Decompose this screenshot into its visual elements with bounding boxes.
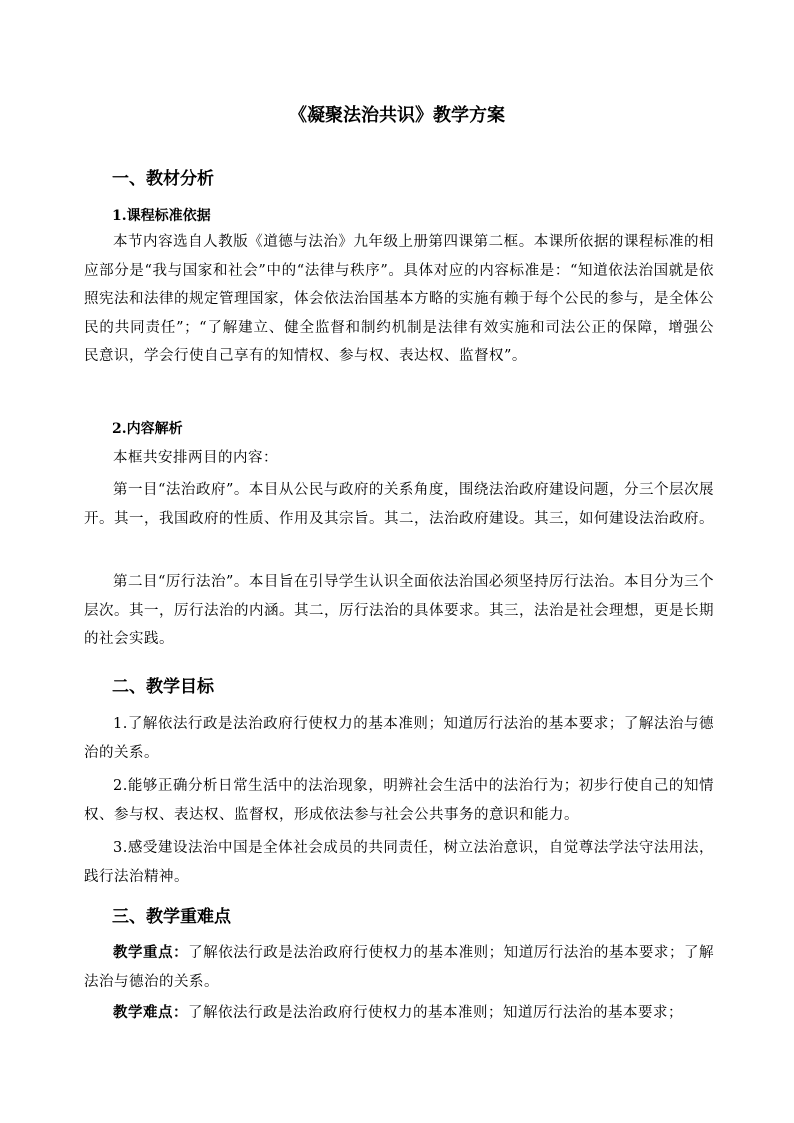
goal-item-1: 1.了解依法行政是法治政府行使权力的基本准则；知道厉行法治的基本要求；了解法治与德治的关系。 bbox=[84, 716, 714, 761]
paragraph-curriculum-basis: 本节内容选自人教版《道德与法治》九年级上册第四课第二框。本课所依据的课程标准的相应部分是“我与国家和社会”中的“法律与秩序”。具体对应的内容标准是：“知道依法治国就是依照宪法和法律的规定管理国家，体会依法治国基本方略的实施有赖于每个公民的参与，是全体公民的共同责任”；“了解建立、健全监督和制约机制是法律有效实施和司法公正的保障，增强公民意识，学会行使自己享有的知情权、参与权、表达权、监督权”。 bbox=[84, 234, 714, 364]
page-title: 《凝聚法治共识》教学方案 bbox=[289, 105, 505, 126]
subheading-curriculum-basis: 1.课程标准依据 bbox=[112, 208, 211, 224]
subheading-content-analysis: 2.内容解析 bbox=[112, 421, 183, 437]
section-heading-textbook-analysis: 一、教材分析 bbox=[112, 169, 214, 189]
paragraph-content-intro: 本框共安排两目的内容： bbox=[113, 450, 278, 466]
difficult-points-text: 了解依法行政是法治政府行使权力的基本准则；知道厉行法治的基本要求； bbox=[188, 1005, 683, 1021]
section-heading-key-difficult-points: 三、教学重难点 bbox=[112, 907, 231, 927]
key-points-label: 教学重点： bbox=[113, 944, 189, 961]
goal-item-2: 2.能够正确分析日常生活中的法治现象，明辨社会生活中的法治行为；初步行使自己的知情权、参与权、表达权、监督权，形成依法参与社会公共事务的意识和能力。 bbox=[84, 778, 714, 823]
paragraph-practice-rule-of-law: 第二目“厉行法治”。本目旨在引导学生认识全面依法治国必须坚持厉行法治。本目分为三个层次。其一，厉行法治的内涵。其二，厉行法治的具体要求。其三，法治是社会理想，更是长期的社会实践。 bbox=[84, 574, 714, 647]
paragraph-key-points bbox=[84, 939, 714, 996]
paragraph-law-based-government: 第一目“法治政府”。本目从公民与政府的关系角度，围绕法治政府建设问题，分三个层次展开。其一，我国政府的性质、作用及其宗旨。其二，法治政府建设。其三，如何建设法治政府。 bbox=[84, 482, 714, 527]
key-points-text: 了解依法行政是法治政府行使权力的基本准则；知道厉行法治的基本要求；了解法治与德治的关系。 bbox=[84, 945, 715, 990]
difficult-points-label: 教学难点： bbox=[113, 1004, 188, 1021]
section-heading-teaching-goals: 二、教学目标 bbox=[112, 677, 214, 697]
goal-item-3: 3.感受建设法治中国是全体社会成员的共同责任，树立法治意识，自觉尊法学法守法用法，践行法治精神。 bbox=[84, 840, 714, 885]
paragraph-difficult-points bbox=[84, 999, 714, 1028]
